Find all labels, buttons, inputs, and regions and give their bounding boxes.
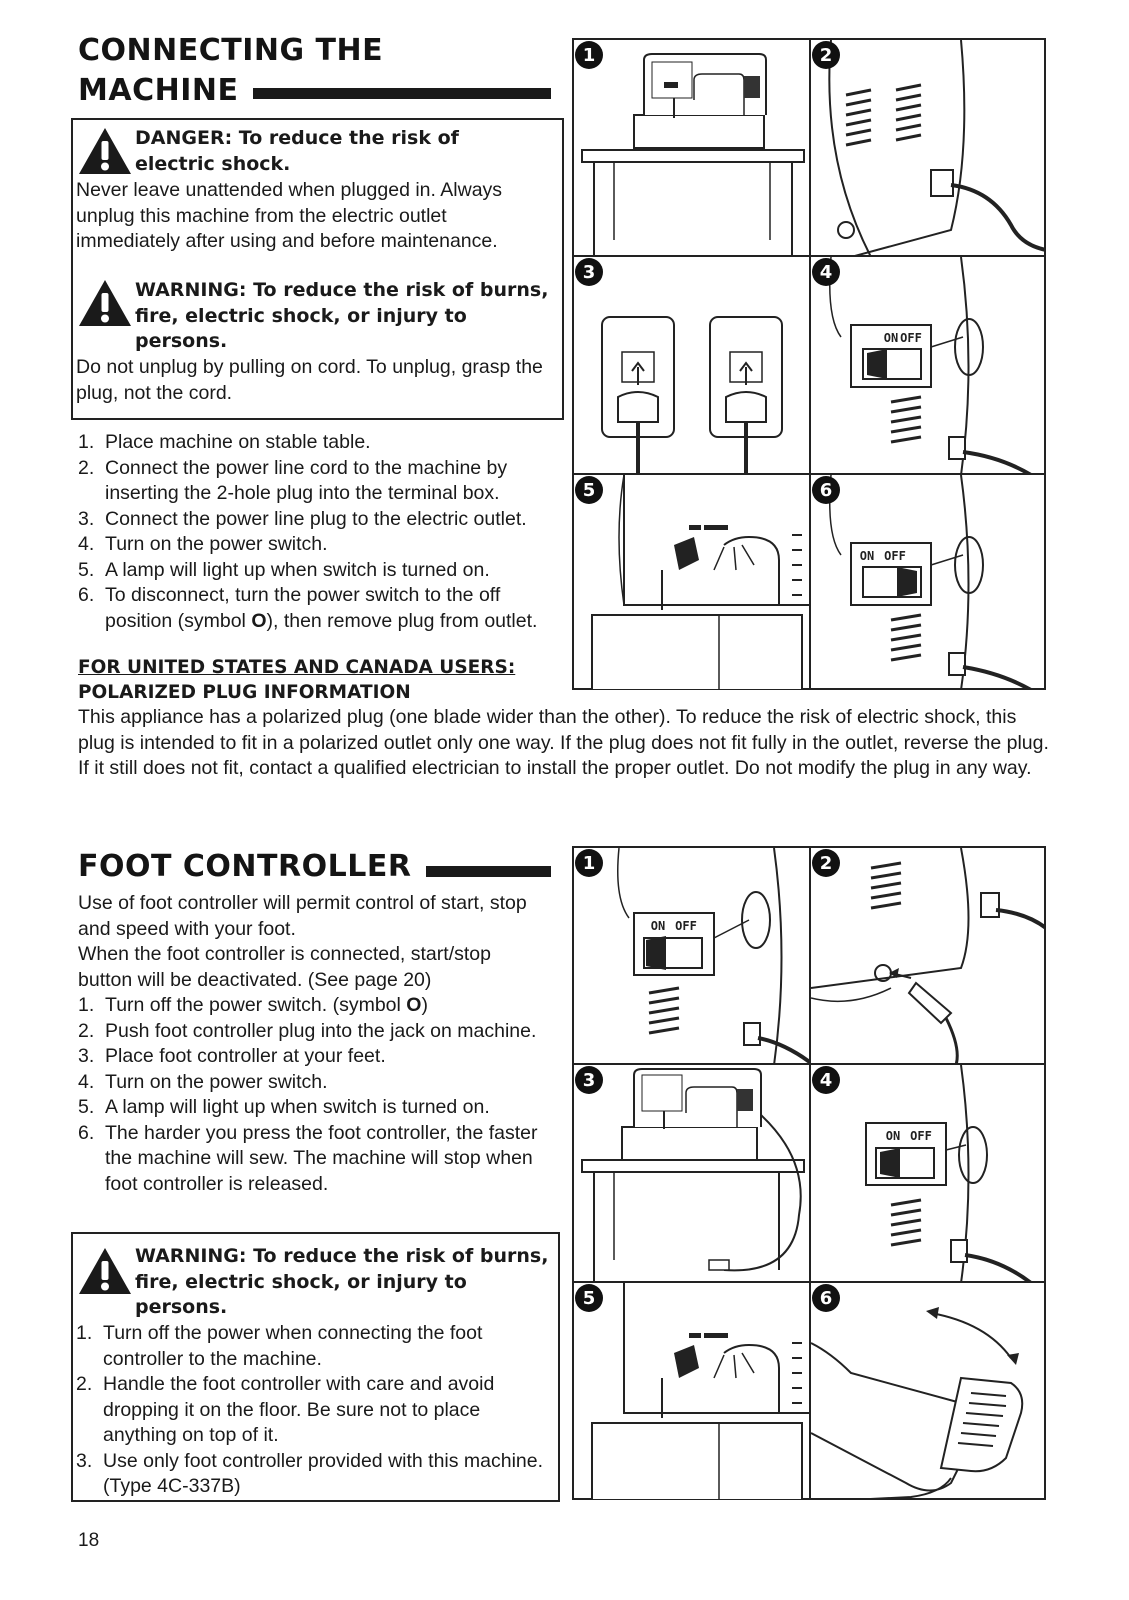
figure-panel-2 [811,40,1046,257]
foot-figure-grid [572,846,1046,1500]
list-item: 3. Place foot controller at your feet. [78,1045,386,1067]
foot-figure-panel-3 [574,1065,811,1283]
section-title-foot-controller: FOOT CONTROLLER [78,849,412,884]
step-4-badge-icon [811,1065,841,1095]
svg-text:2: 2 [819,45,833,66]
step-2-badge-icon [811,40,841,70]
list-item: 1. Turn off the power switch. (symbol O) [78,994,428,1016]
danger-text: Never leave unattended when plugged in. Always unplug this machine from the electric outlet immediately after using and before maintenance. [76,179,503,252]
svg-text:1: 1 [582,45,596,66]
power-switch-on-illustration [811,257,1046,475]
list-item: 3. Connect the power line plug to the electric outlet. [78,507,527,530]
svg-text:3: 3 [582,262,596,283]
polarized-plug-heading: POLARIZED PLUG INFORMATION [78,682,411,703]
step-1-badge-icon [574,848,604,878]
foot-steps-list [78,993,548,1197]
warning-heading: WARNING: To reduce the risk of burns, fire, electric shock, or injury to persons. [135,279,549,352]
figure-panel-4 [811,257,1046,475]
us-canada-heading: FOR UNITED STATES AND CANADA USERS: [78,657,516,678]
polarized-plug-text: This appliance has a polarized plug (one blade wider than the other). To reduce the risk of electric shock, this plug is intended to fit in a polarized outlet only one way. If the plug does not fit fully in the outlet, reverse the plug. If it still does not fit, contact a qualified electrician to install the proper outlet. Do not modify the plug in any way. [78,706,1049,779]
foot-figure-panel-4 [811,1065,1046,1283]
figure-panel-6 [811,475,1046,690]
step-1-badge-icon [574,40,604,70]
step-6-badge-icon [811,475,841,505]
list-item: 1. Place machine on stable table. [78,431,371,453]
list-item: 2. Push foot controller plug into the jack on machine. [78,1019,537,1042]
step-3-badge-icon [574,257,604,287]
section-title-connecting-line2: MACHINE [78,73,239,108]
foot-warning-heading: WARNING: To reduce the risk of burns, fire, electric shock, or injury to persons. [135,1245,549,1318]
danger-heading: DANGER: To reduce the risk of electric shock. [135,127,459,175]
foot-intro-1: Use of foot controller will permit control of start, stop and speed with your foot. [78,892,527,940]
heading-rule [426,866,551,877]
warning-triangle-icon [77,278,133,328]
off-symbol: O [406,994,422,1016]
svg-text:2: 2 [819,853,833,874]
svg-text:3: 3 [582,1070,596,1091]
step-5-badge-icon [574,1283,604,1313]
figure-panel-5 [574,475,811,690]
foot-intro-2: When the foot controller is connected, start/stop button will be deactivated. (See page 20) [78,943,491,991]
step-6-badge-icon [811,1283,841,1313]
warning-triangle-icon [77,1246,133,1296]
svg-text:ON: ON [650,919,666,933]
list-item: 2. Handle the foot controller with care and avoid dropping it on the floor. Be sure not to place anything on top of it. [76,1373,495,1446]
svg-text:5: 5 [582,1288,596,1309]
foot-controller-jack-illustration [811,848,1046,1065]
machine-lamp-illustration [574,475,811,690]
power-switch-off-illustration [574,848,811,1065]
figure-panel-3 [574,257,811,475]
danger-warning-box [71,118,564,420]
svg-text:4: 4 [819,262,833,283]
foot-warning-list [76,1321,546,1500]
svg-text:ON: ON [885,1129,901,1143]
list-item: 6. To disconnect, turn the power switch to the off position (symbol O), then remove plug from outlet. [78,584,538,632]
step-2-badge-icon [811,848,841,878]
danger-triangle-icon [77,126,133,176]
list-item: 3. Use only foot controller provided with this machine. (Type 4C-337B) [76,1449,544,1497]
foot-figure-panel-6 [811,1283,1046,1500]
foot-figure-panel-2 [811,848,1046,1065]
list-item: 5. A lamp will light up when switch is turned on. [78,1096,490,1118]
off-symbol: O [251,609,267,632]
list-item: 1. Turn off the power when connecting the foot controller to the machine. [76,1322,483,1370]
svg-text:6: 6 [819,1288,833,1309]
list-item: 4. Turn on the power switch. [78,533,328,555]
machine-with-foot-controller-illustration [574,1065,811,1283]
step-3-badge-icon [574,1065,604,1095]
warning-text: Do not unplug by pulling on cord. To unplug, grasp the plug, not the cord. [76,356,543,404]
foot-figure-panel-5 [574,1283,811,1500]
connect-steps-list [78,430,568,634]
svg-text:5: 5 [582,480,596,501]
page-number: 18 [78,1530,100,1551]
list-item: 5. A lamp will light up when switch is turned on. [78,558,490,581]
wall-outlets-illustration [574,257,811,475]
power-switch-off-illustration [811,475,1046,690]
svg-text:6: 6 [819,480,833,501]
connect-figure-grid [572,38,1046,690]
svg-text:4: 4 [819,1070,833,1091]
svg-text:OFF: OFF [900,331,922,345]
svg-text:ON: ON [883,331,899,345]
heading-rule [253,88,551,99]
step-5-badge-icon [574,475,604,505]
foot-pedal-illustration [811,1283,1046,1500]
figure-panel-1 [574,40,811,257]
machine-lamp-illustration [574,1283,811,1500]
svg-text:OFF: OFF [884,549,906,563]
svg-text:ON: ON [859,549,875,563]
foot-warning-box [71,1232,560,1502]
foot-figure-panel-1 [574,848,811,1065]
machine-on-table-illustration [574,40,811,257]
power-switch-on-illustration [811,1065,1046,1283]
svg-text:OFF: OFF [675,919,697,933]
terminal-box-illustration [811,40,1046,257]
svg-text:1: 1 [582,853,596,874]
svg-text:OFF: OFF [910,1129,932,1143]
section-title-connecting-line1: CONNECTING THE [78,33,384,68]
list-item: 4. Turn on the power switch. [78,1070,328,1093]
list-item: 6. The harder you press the foot controller, the faster the machine will sew. The machine will stop when foot controller is released. [78,1121,538,1195]
list-item: 2. Connect the power line cord to the machine by inserting the 2-hole plug into the terminal box. [78,456,508,504]
step-4-badge-icon [811,257,841,287]
